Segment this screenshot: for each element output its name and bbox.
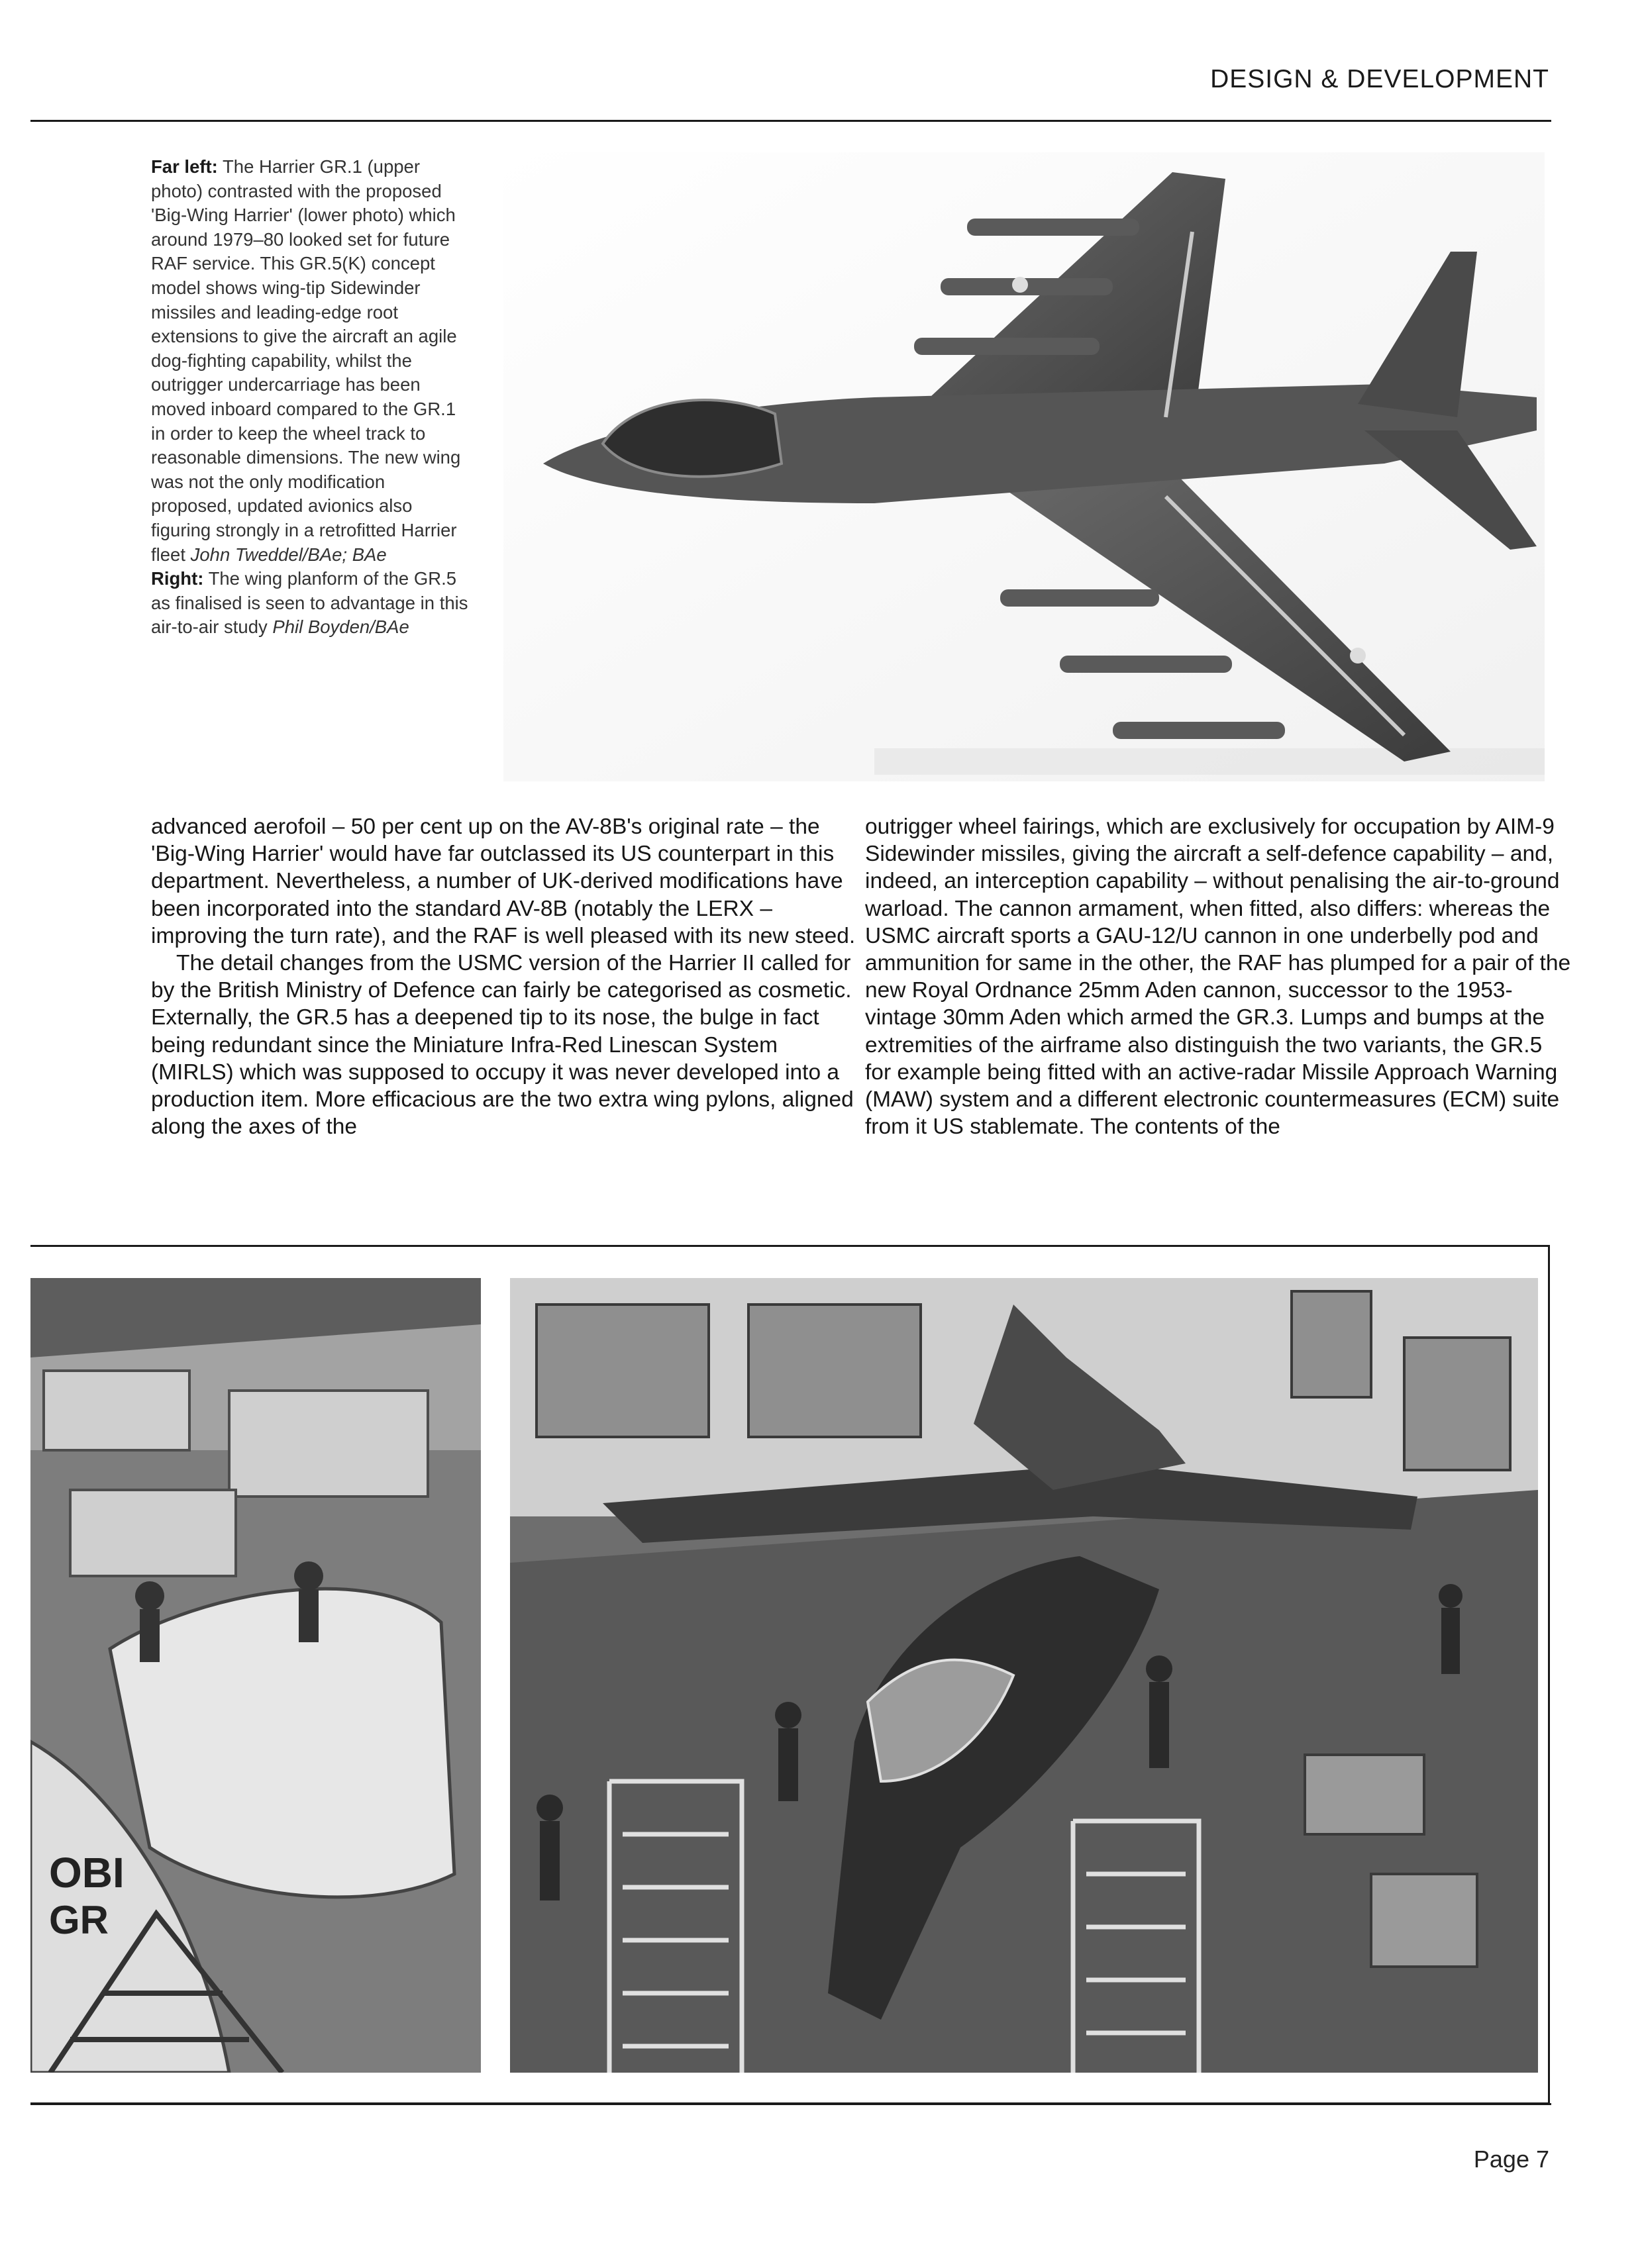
body-column-left <box>151 813 860 1140</box>
caption-far-left-credit: John Tweddel/BAe; BAe <box>190 544 387 565</box>
aircraft-serial-marking-2: GR <box>49 1898 109 1942</box>
page-number: Page 7 <box>1473 2145 1549 2173</box>
body-paragraph: outrigger wheel fairings, which are exclusively for occupation by AIM-9 Sidewinder missiles, giving the aircraft a self-defence capability – and, indeed, an interception capability – without penalising the air-to-ground warload. The cannon armament, when fitted, also differs: whereas the USMC aircraft sports a GAU-12/U cannon in one underbelly pod and ammunition for same in the other, the RAF has plumped for a pair of the new Royal Ordnance 25mm Aden cannon, successor to the 1953-vintage 30mm Aden which armed the GR.3. Lumps and bumps at the extremities of the airframe also distinguish the two variants, the GR.5 for example being fitted with an active-radar Missile Approach Warning (MAW) system and a different electronic countermeasures (ECM) suite from it US stablemate. The contents of the <box>865 814 1571 1140</box>
caption-right-label: Right: <box>151 568 204 589</box>
section-title: DESIGN & DEVELOPMENT <box>1210 65 1549 93</box>
caption-right-credit: Phil Boyden/BAe <box>272 616 409 638</box>
body-paragraph: The detail changes from the USMC version of the Harrier II called for by the British Ministry of Defence can fairly be categorised as cosmetic. Externally, the GR.5 has a deepened tip to its nose, the bulge in fact being redundant since the Miniature Infra-Red Linescan System (MIRLS) which was supposed to occupy it was never developed into a production item. More efficacious are the two extra wing pylons, aligned along the axes of the <box>151 951 854 1140</box>
caption-far-left-label: Far left: <box>151 156 218 177</box>
body-paragraph: advanced aerofoil – 50 per cent up on the AV-8B's original rate – the 'Big-Wing Harrier' would have far outclassed its US counterpart in this department. Nevertheless, a number of UK-derived modifications have been incorporated into the standard AV-8B (notably the LERX – improving the turn rate), and the RAF is well pleased with its new steed. <box>151 814 856 948</box>
hangar-assembly-photo <box>510 1278 1538 2073</box>
aircraft-serial-marking: OBI <box>49 1849 125 1897</box>
body-column-right <box>865 813 1574 1140</box>
footer-rule <box>30 2103 1551 2105</box>
caption-right-text: The wing planform of the GR.5 as finalised is seen to advantage in this air-to-air study <box>151 568 468 638</box>
header-rule <box>30 120 1551 122</box>
harrier-gr5-photo <box>503 152 1545 781</box>
caption-far-left-text: The Harrier GR.1 (upper photo) contrasted with the proposed 'Big-Wing Harrier' (lower photo) which around 1979–80 looked set for future RAF service. This GR.5(K) concept model shows wing-tip Sidewinder missiles and leading-edge root extensions to give the aircraft an agile dog-fighting capability, whilst the outrigger undercarriage has been moved inboard compared to the GR.1 in order to keep the wheel track to reasonable dimensions. The new wing was not the only modification proposed, updated avionics also figuring strongly in a retrofitted Harrier fleet <box>151 156 461 565</box>
factory-floor-photo <box>30 1278 481 2073</box>
photo-caption <box>151 155 469 640</box>
